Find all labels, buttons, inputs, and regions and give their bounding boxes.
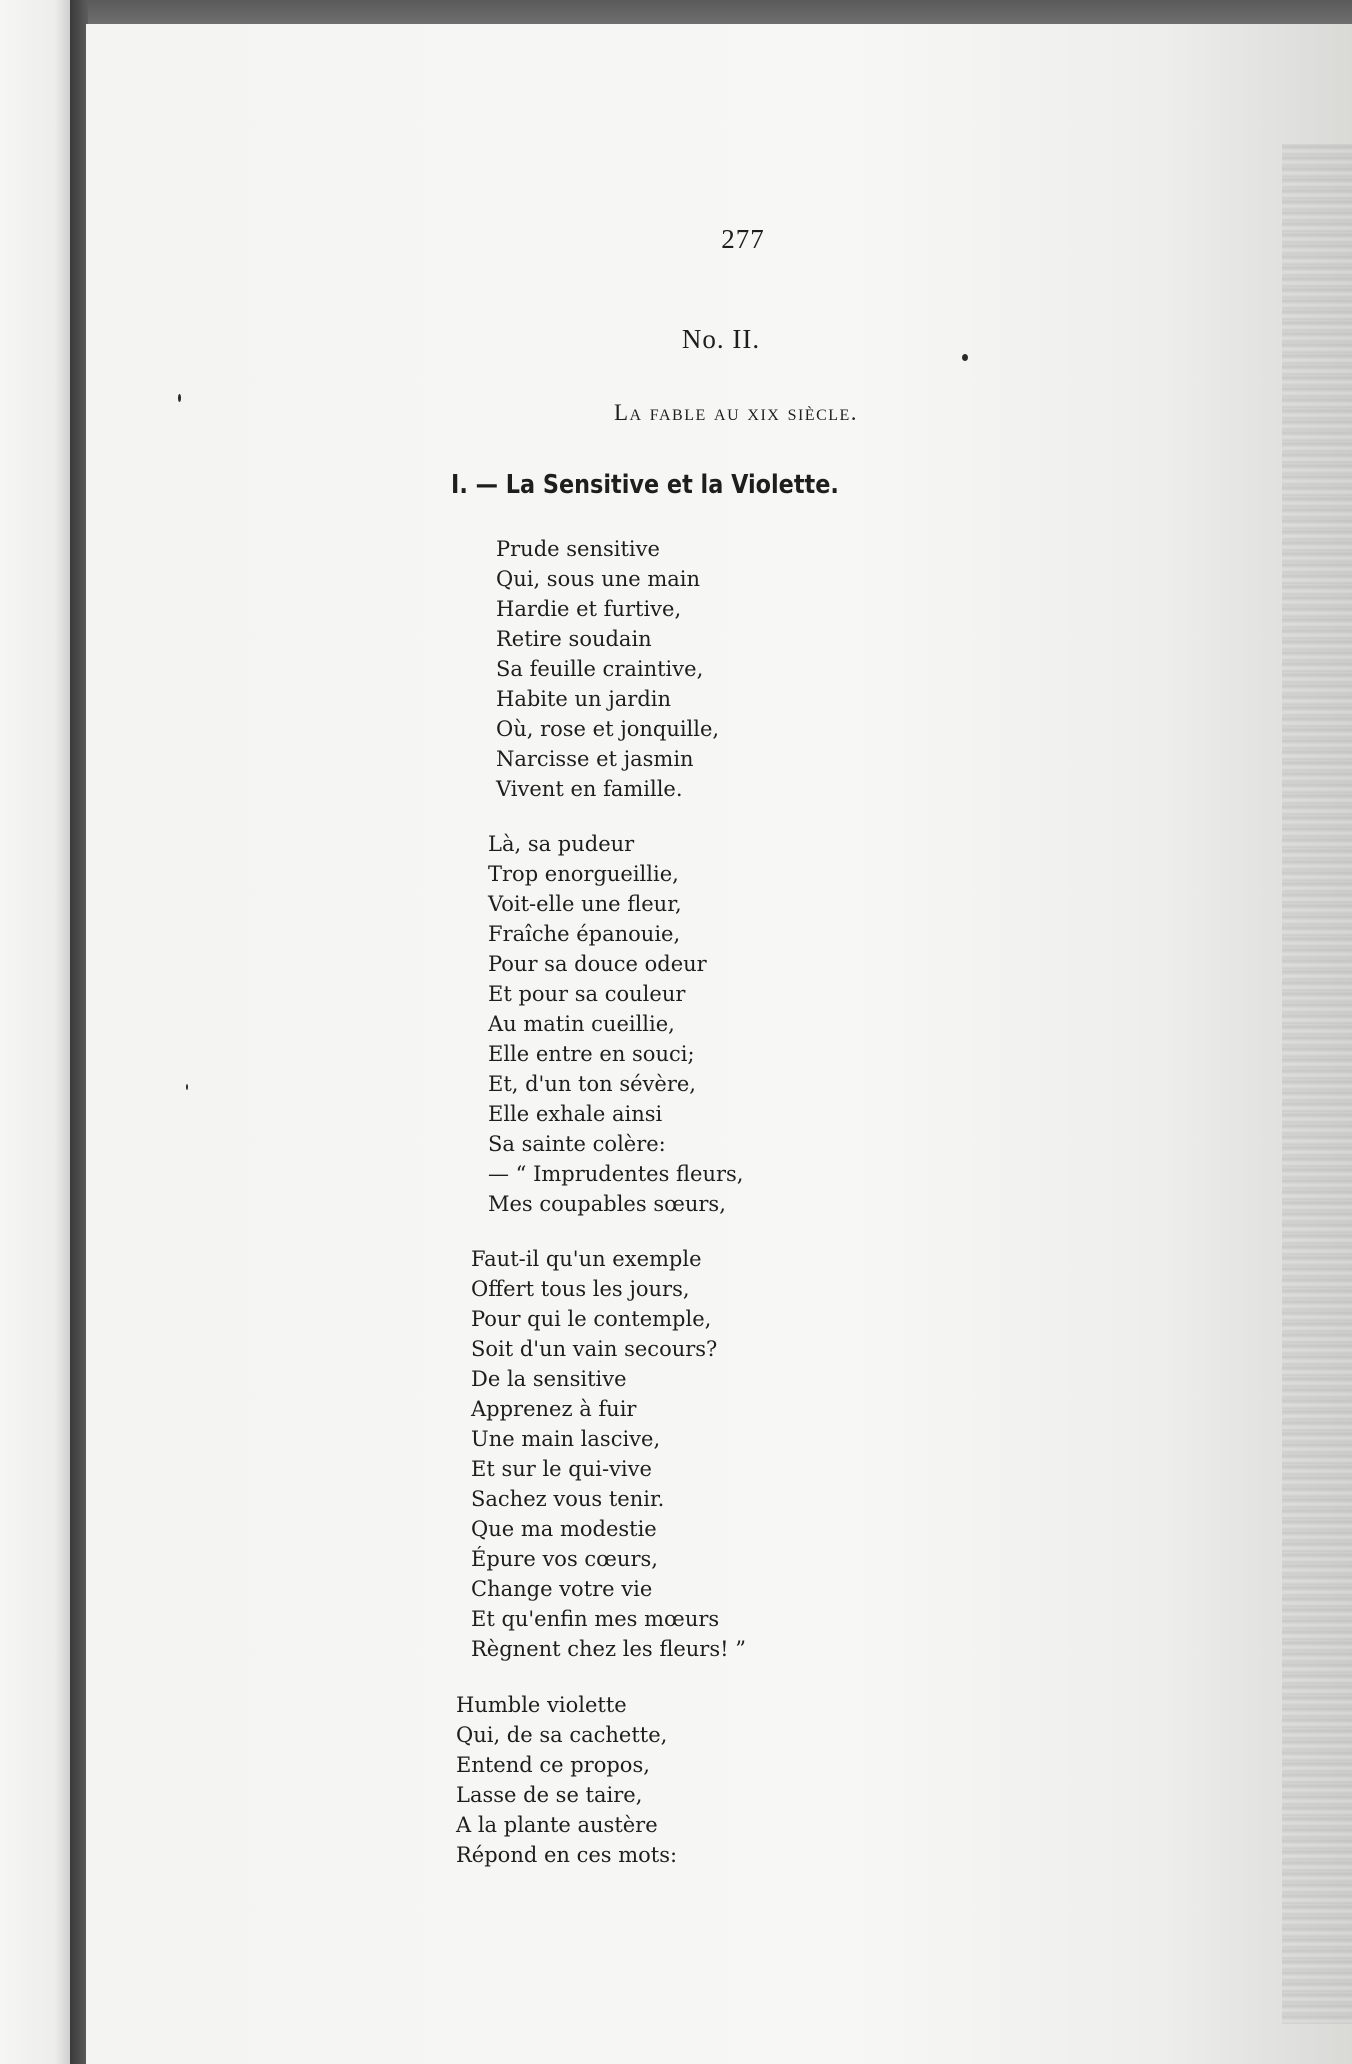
verse-line: Elle exhale ainsi [488, 1102, 663, 1126]
verse-line: Et qu'enfin mes mœurs [471, 1607, 720, 1631]
verse-line: Sa feuille craintive, [496, 657, 704, 681]
verse-line: Une main lascive, [471, 1427, 661, 1451]
verse-line: Prude sensitive [496, 537, 660, 561]
verse-line: Et, d'un ton sévère, [488, 1072, 696, 1096]
poem-title: I. — La Sensitive et la Violette. [451, 470, 839, 500]
verse-line: Trop enorgueillie, [488, 862, 679, 886]
ink-speck [178, 394, 181, 402]
verse-line: Qui, sous une main [496, 567, 701, 591]
ink-speck [962, 354, 968, 361]
verse-line: Au matin cueillie, [488, 1012, 675, 1036]
verse-line: Habite un jardin [496, 687, 672, 711]
verse-line: De la sensitive [471, 1367, 627, 1391]
verse-line: — “ Imprudentes fleurs, [488, 1162, 744, 1186]
verse-line: Offert tous les jours, [471, 1277, 690, 1301]
verse-line: Narcisse et jasmin [496, 747, 694, 771]
verse-line: Pour sa douce odeur [488, 952, 707, 976]
book-page [86, 24, 1352, 2064]
verse-line: Épure vos cœurs, [471, 1547, 658, 1571]
ink-speck [186, 1084, 188, 1090]
verse-line: Faut-il qu'un exemple [471, 1247, 702, 1271]
page-number: 277 [721, 224, 765, 254]
verse-line: Soit d'un vain secours? [471, 1337, 718, 1361]
verse-line: Là, sa pudeur [488, 832, 635, 856]
facing-page-edge [0, 0, 70, 2064]
verse-line: Pour qui le contemple, [471, 1307, 712, 1331]
verse-line: Lasse de se taire, [456, 1783, 643, 1807]
stanza-3 [471, 1244, 746, 1664]
verse-line: Hardie et furtive, [496, 597, 682, 621]
verse-line: Qui, de sa cachette, [456, 1723, 668, 1747]
verse-line: Sa sainte colère: [488, 1132, 666, 1156]
verse-line: Change votre vie [471, 1577, 653, 1601]
stanza-4 [456, 1690, 677, 1870]
section-title: La fable au xix siècle. [613, 400, 859, 425]
stanza-2 [488, 829, 743, 1219]
verse-line: Retire soudain [496, 627, 652, 651]
verse-line: Entend ce propos, [456, 1753, 650, 1777]
stanza-1 [496, 534, 719, 804]
section-number: No. II. [681, 324, 761, 354]
verse-line: Répond en ces mots: [456, 1843, 678, 1867]
verse-line: Sachez vous tenir. [471, 1487, 665, 1511]
verse-line: Elle entre en souci; [488, 1042, 695, 1066]
verse-line: Que ma modestie [471, 1517, 657, 1541]
verse-line: Apprenez à fuir [471, 1397, 637, 1421]
page-content [86, 24, 1352, 2064]
verse-line: Mes coupables sœurs, [488, 1192, 726, 1216]
verse-line: Règnent chez les fleurs! ” [471, 1637, 746, 1661]
verse-line: Vivent en famille. [496, 777, 683, 801]
verse-line: A la plante austère [456, 1813, 658, 1837]
verse-line: Et sur le qui-vive [471, 1457, 652, 1481]
verse-line: Fraîche épanouie, [488, 922, 681, 946]
verse-line: Voit-elle une fleur, [488, 892, 682, 916]
verse-line: Où, rose et jonquille, [496, 717, 720, 741]
verse-line: Humble violette [456, 1693, 627, 1717]
verse-line: Et pour sa couleur [488, 982, 686, 1006]
